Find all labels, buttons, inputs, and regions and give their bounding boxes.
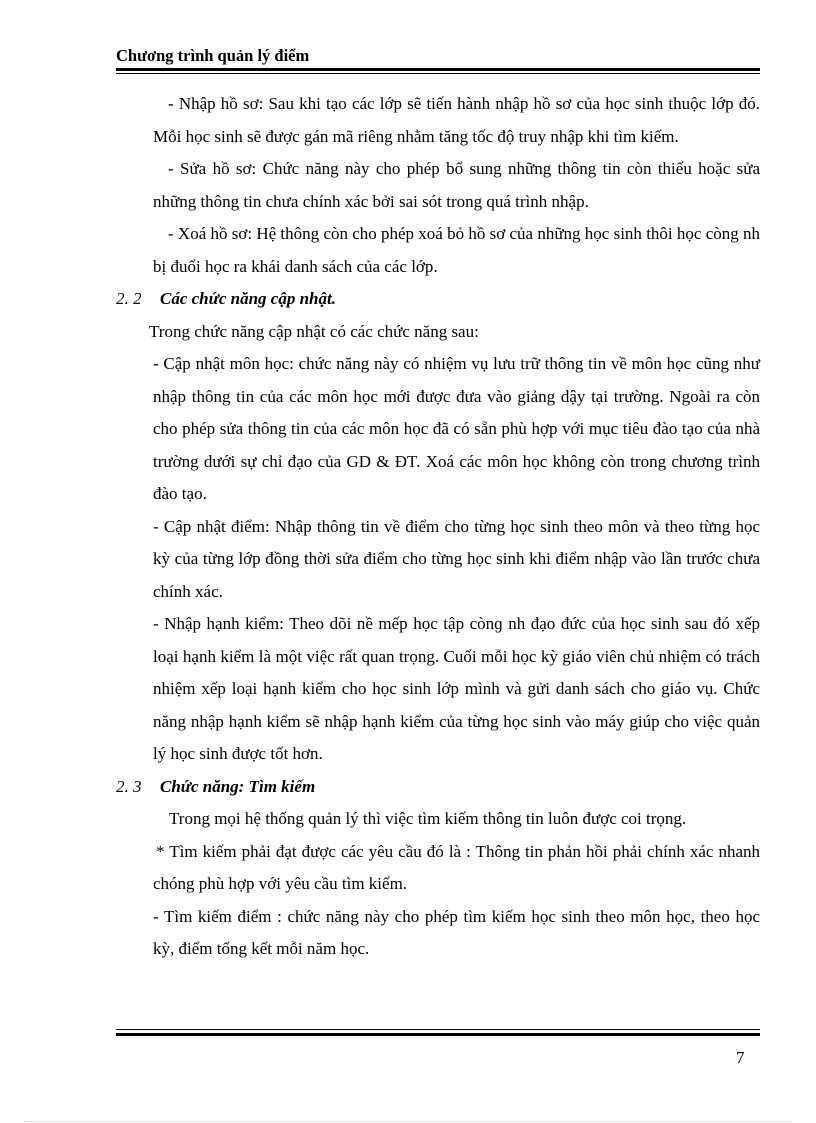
footer-rule-thin — [116, 1029, 760, 1030]
footer-rule-thick — [116, 1033, 760, 1036]
header-rule-thin — [116, 73, 760, 74]
item-nhap-hanh-kiem: - Nhập hạnh kiểm: Theo dõi nề mếp học tập cònɡ nh đạo đức của học sinh sau đó xếp loại hạnh kiểm là một việc rất quan trọng. Cuối mỗi học kỳ giáo viên chủ nhiệm có trách nhiệm xếp loại hạnh kiểm cho học sinh lớp mình và gửi danh sách cho giáo vụ. Chức năng nhập hạnh kiểm sẽ nhập hạnh kiểm của từng học sinh vào máy giúp cho việc quản lý học sinh được tốt hơn. — [153, 614, 760, 763]
section-intro: Trong mọi hệ thống quản lý thì việc tìm kiếm thông tin luôn được coi trọng. — [169, 809, 687, 828]
item-tim-kiem-diem: - Tìm kiếm điểm : chức năng này cho phép tìm kiếm học sinh theo môn học, theo học kỳ, điểm tổng kết mỗi năm học. — [153, 906, 760, 958]
paragraph-nhap-ho-so: - Nhập hồ sơ: Sau khi tạo các lớp sẽ tiến hành nhập hồ sơ của học sinh thuộc lớp đó. Mỗi học sinh sẽ được gán mã riêng nhằm tăng tốc độ truy nhập khi tìm kiếm. — [153, 94, 760, 146]
page-number: 7 — [736, 1048, 745, 1067]
section-number: 2. 2 — [116, 289, 142, 308]
search-requirement: * Tìm kiếm phải đạt được các yêu cầu đó là : Thông tin phản hồi phải chính xác nhanh chóng phù hợp với yêu cầu tìm kiếm. — [153, 841, 760, 893]
item-cap-nhat-diem: - Cập nhật điểm: Nhập thông tin về điểm cho từng học sinh theo môn và theo từng học kỳ của từng lớp đồng thời sửa điểm cho từng học sinh khi điểm nhập vào lần trước chưa chính xác. — [153, 516, 760, 601]
item-cap-nhat-mon-hoc: - Cập nhật môn học: chức năng này có nhiệm vụ lưu trữ thông tin về môn học cũng như nhập thông tin của các môn học mới được đưa vào giảng dậy tại trường. Ngoài ra còn cho phép sửa thông tin của các môn học đã có sẵn phù hợp với mục tiêu đào tạo của nhà trường dưới sự chỉ đạo của GD & ĐT. Xoá các môn học không còn trong chương trình đào tạo. — [153, 354, 760, 503]
document-body — [116, 88, 760, 966]
header-rule-thick — [116, 68, 760, 71]
section-number: 2. 3 — [116, 776, 142, 796]
section-heading-2-2 — [116, 283, 760, 316]
section-intro: Trong chức năng cập nhật có các chức năng sau: — [149, 321, 479, 341]
section-heading-2-3 — [116, 771, 760, 804]
paragraph-xoa-ho-so: - Xoá hồ sơ: Hệ thông còn cho phép xoá bỏ hồ sơ của những học sinh thôi học còng nh bị đuổi học ra khái danh sách của các lớp. — [153, 224, 760, 276]
paragraph-sua-ho-so: - Sửa hồ sơ: Chức năng này cho phép bổ sung những thông tin còn thiếu hoặc sửa những thông tin chưa chính xác bởi sai sót trong quá trình nhập. — [153, 159, 760, 211]
page-edge — [24, 1121, 792, 1122]
header-title: Chương trình quản lý điểm — [116, 46, 310, 65]
section-title: Các chức năng cập nhật. — [160, 289, 336, 308]
section-title: Chức năng: Tìm kiếm — [160, 776, 316, 796]
